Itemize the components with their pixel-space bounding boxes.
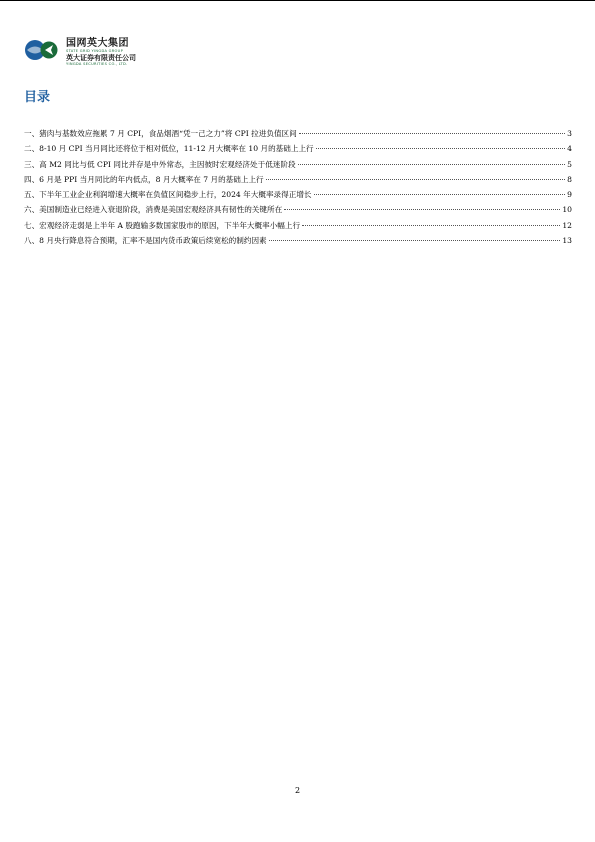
toc-leader-dots <box>298 164 566 165</box>
company-logo <box>24 38 136 68</box>
toc-item-page: 10 <box>562 205 572 215</box>
toc-leader-dots <box>316 148 566 149</box>
toc-item-text: 四、6 月是 PPI 当月同比的年内低点，8 月大概率在 7 月的基础上上行 <box>24 174 264 184</box>
toc-item[interactable] <box>24 218 572 233</box>
toc-item[interactable] <box>24 187 572 202</box>
toc-item-page: 9 <box>567 190 572 200</box>
top-rule <box>0 0 595 1</box>
logo-sub-name: 英大证券有限责任公司 <box>66 54 136 62</box>
toc-item-page: 3 <box>567 129 572 138</box>
logo-cn-name: 国网英大集团 <box>66 38 129 49</box>
toc-item[interactable] <box>24 126 572 141</box>
toc-item-text: 六、美国制造业已经进入衰退阶段，消费是美国宏观经济具有韧性的关键所在 <box>24 205 283 215</box>
logo-sub-en: YINGDA SECURITIES CO., LTD. <box>66 62 128 66</box>
toc-leader-dots <box>269 240 561 241</box>
toc-item-text: 五、下半年工业企业利润增速大概率在负值区间稳步上行，2024 年大概率录得正增长 <box>24 190 312 200</box>
toc-item[interactable] <box>24 202 572 217</box>
toc-item[interactable] <box>24 157 572 172</box>
toc-item-text: 三、高 M2 同比与低 CPI 同比并存是中外常态，主因彼时宏观经济处于低迷阶段 <box>24 159 296 169</box>
logo-en-name: STATE GRID YINGDA GROUP <box>66 49 124 53</box>
toc-leader-dots <box>314 194 566 195</box>
toc-leader-dots <box>266 179 566 180</box>
toc-leader-dots <box>284 209 560 210</box>
toc-item[interactable] <box>24 172 572 187</box>
toc-item-text: 一、猪肉与基数效应拖累 7 月 CPI，食品烟酒“凭一己之力”将 CPI 拉进负值区间 <box>24 129 297 138</box>
table-of-contents <box>24 126 572 248</box>
toc-item[interactable] <box>24 141 572 156</box>
toc-item-text: 八、8 月央行降息符合预期，汇率不是国内货币政策后续宽松的制约因素 <box>24 236 267 246</box>
toc-title: 目录 <box>24 90 51 105</box>
toc-leader-dots <box>299 133 565 134</box>
page-number: 2 <box>294 786 301 795</box>
toc-item-page: 5 <box>567 159 572 169</box>
toc-item[interactable] <box>24 233 572 248</box>
toc-item-page: 4 <box>567 144 572 154</box>
toc-item-text: 七、宏观经济走弱是上半年 A 股跑输多数国家股市的原因，下半年大概率小幅上行 <box>24 220 301 230</box>
toc-item-page: 8 <box>567 174 572 184</box>
toc-item-text: 二、8-10 月 CPI 当月同比还将位于相对低位，11-12 月大概率在 10 月的基础上上行 <box>24 144 314 154</box>
toc-item-page: 13 <box>562 236 572 246</box>
toc-item-page: 12 <box>562 220 572 230</box>
logo-mark-icon <box>24 39 62 61</box>
toc-leader-dots <box>302 225 560 226</box>
